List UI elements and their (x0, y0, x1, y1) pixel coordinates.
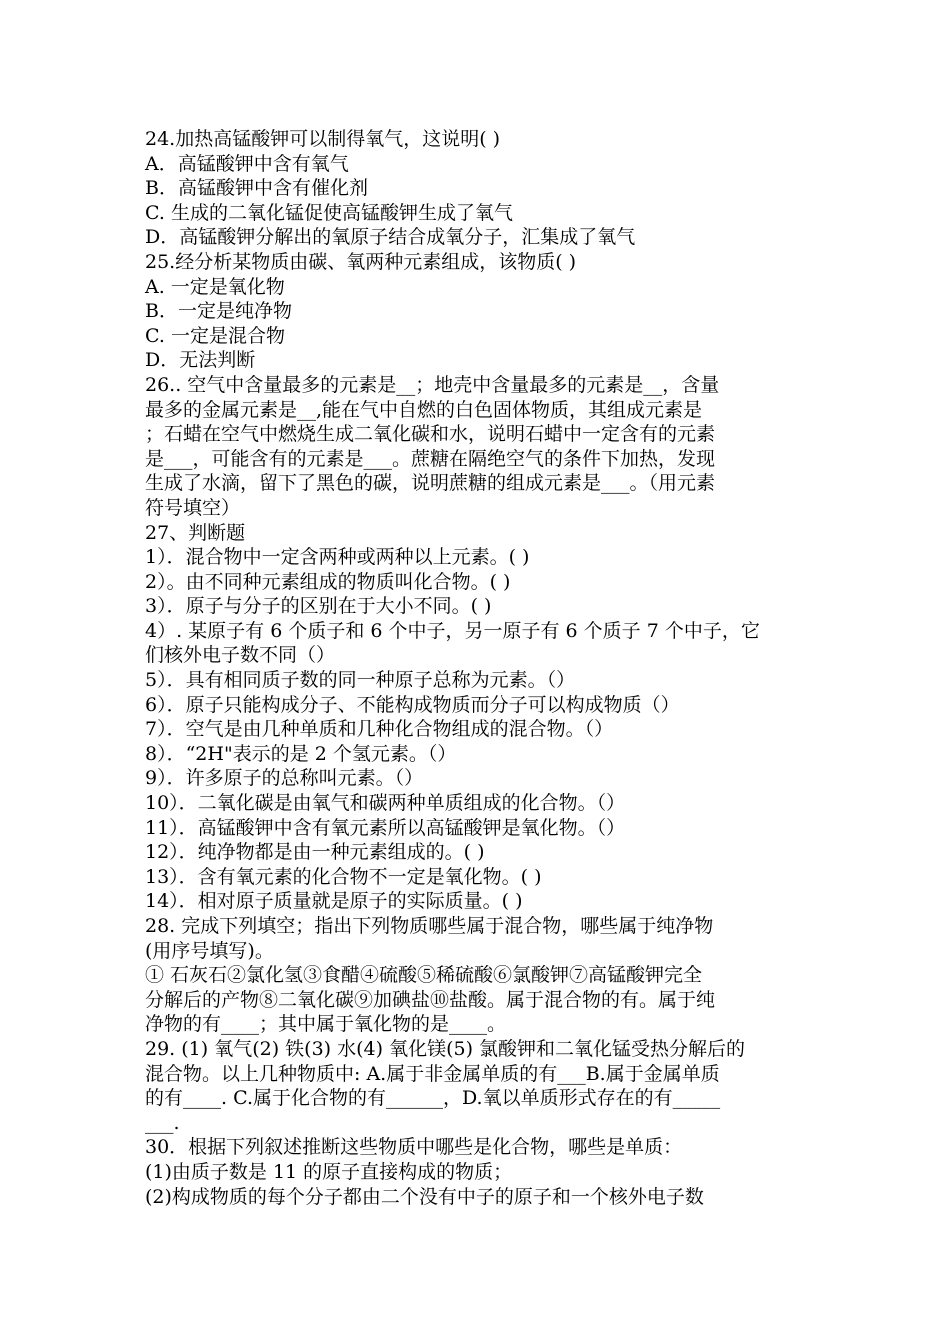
text-line: C. 生成的二氧化锰促使高锰酸钾生成了氧气 (145, 201, 513, 224)
text-line: 9）．许多原子的总称叫元素。（） (145, 767, 424, 790)
text-line: ；石蜡在空气中燃烧生成二氧化碳和水，说明石蜡中一定含有的元素 (145, 423, 716, 446)
text-line: 29. (1) 氧气(2) 铁(3) 水(4) 氧化镁(5) 氯酸钾和二氧化锰受热分解后的 (145, 1037, 746, 1060)
text-line: 12）．纯净物都是由一种元素组成的。( ) (145, 841, 485, 864)
text-line: 25.经分析某物质由碳、氧两种元素组成，该物质( ) (145, 250, 577, 273)
text-line: (用序号填写)。 (145, 939, 274, 962)
text-line: 们核外电子数不同（） (145, 644, 336, 667)
text-line: 6）．原子只能构成分子、不能构成物质而分子可以构成物质（） (145, 693, 680, 716)
text-line: 符号填空） (145, 496, 241, 519)
text-line: 1）．混合物中一定含两种或两种以上元素。( ) (145, 546, 530, 569)
text-line: 分解后的产物⑧二氧化碳⑨加碘盐⑩盐酸。属于混合物的有。属于纯 (145, 988, 716, 1011)
text-line: (2)构成物质的每个分子都由二个没有中子的原子和一个核外电子数 (145, 1185, 704, 1208)
text-line: 11）．高锰酸钾中含有氧元素所以高锰酸钾是氧化物。（） (145, 816, 626, 839)
text-line: 净物的有____；其中属于氧化物的是____。 (145, 1013, 507, 1036)
text-line: B．一定是纯净物 (145, 300, 292, 323)
text-line: 的有____. C.属于化合物的有______，D.氧以单质形式存在的有_____ (145, 1087, 721, 1110)
text-line: A．高锰酸钾中含有氧气 (145, 152, 349, 175)
text-line: 13）．含有氧元素的化合物不一定是氧化物。( ) (145, 865, 542, 888)
text-line: D．高锰酸钾分解出的氧原子结合成氧分子，汇集成了氧气 (145, 226, 636, 249)
text-line: 14）．相对原子质量就是原子的实际质量。( ) (145, 890, 523, 913)
text-line: 8）．“2H"表示的是 2 个氢元素。（） (145, 742, 457, 765)
text-line: 28. 完成下列填空；指出下列物质哪些属于混合物，哪些属于纯净物 (145, 915, 714, 937)
text-line: 4）. 某原子有 6 个质子和 6 个中子，另一原子有 6 个质子 7 个中子，它 (145, 619, 760, 642)
text-line: 3）．原子与分子的区别在于大小不同。( ) (145, 595, 492, 618)
text-line: 30．根据下列叙述推断这些物质中哪些是化合物，哪些是单质： (145, 1136, 683, 1159)
text-line: 2）。由不同种元素组成的物质叫化合物。( ) (145, 570, 511, 593)
text-line: 5）．具有相同质子数的同一种原子总称为元素。（） (145, 669, 576, 692)
text-line: 24.加热高锰酸钾可以制得氧气，这说明( ) (145, 128, 501, 150)
text-line: 混合物。以上几种物质中: A.属于非金属单质的有___B.属于金属单质 (145, 1062, 720, 1085)
text-line: 10）．二氧化碳是由氧气和碳两种单质组成的化合物。（） (145, 792, 626, 815)
text-line: B．高锰酸钾中含有催化剂 (145, 177, 368, 200)
text-line: A. 一定是氧化物 (145, 275, 285, 298)
text-line: (1)由质子数是 11 的原子直接构成的物质； (145, 1160, 513, 1183)
text-line: ___. (145, 1111, 180, 1134)
text-line: C. 一定是混合物 (145, 324, 285, 347)
document-page (145, 127, 810, 1209)
text-line: 是___，可能含有的元素是___。蔗糖在隔绝空气的条件下加热，发现 (145, 447, 716, 470)
text-line: D．无法判断 (145, 349, 256, 372)
text-line: 27、判断题 (145, 521, 246, 544)
text-line: ① 石灰石②氯化氢③食醋④硫酸⑤稀硫酸⑥氯酸钾⑦高锰酸钾完全 (145, 964, 703, 987)
text-line: 26.. 空气中含量最多的元素是__；地壳中含量最多的元素是__，含量 (145, 373, 720, 396)
text-line: 最多的金属元素是__,能在气中自燃的白色固体物质，其组成元素是 (145, 398, 703, 421)
text-line: 生成了水滴，留下了黑色的碳，说明蔗糖的组成元素是___。（用元素 (145, 472, 716, 495)
text-line: 7）．空气是由几种单质和几种化合物组成的混合物。（） (145, 718, 614, 741)
